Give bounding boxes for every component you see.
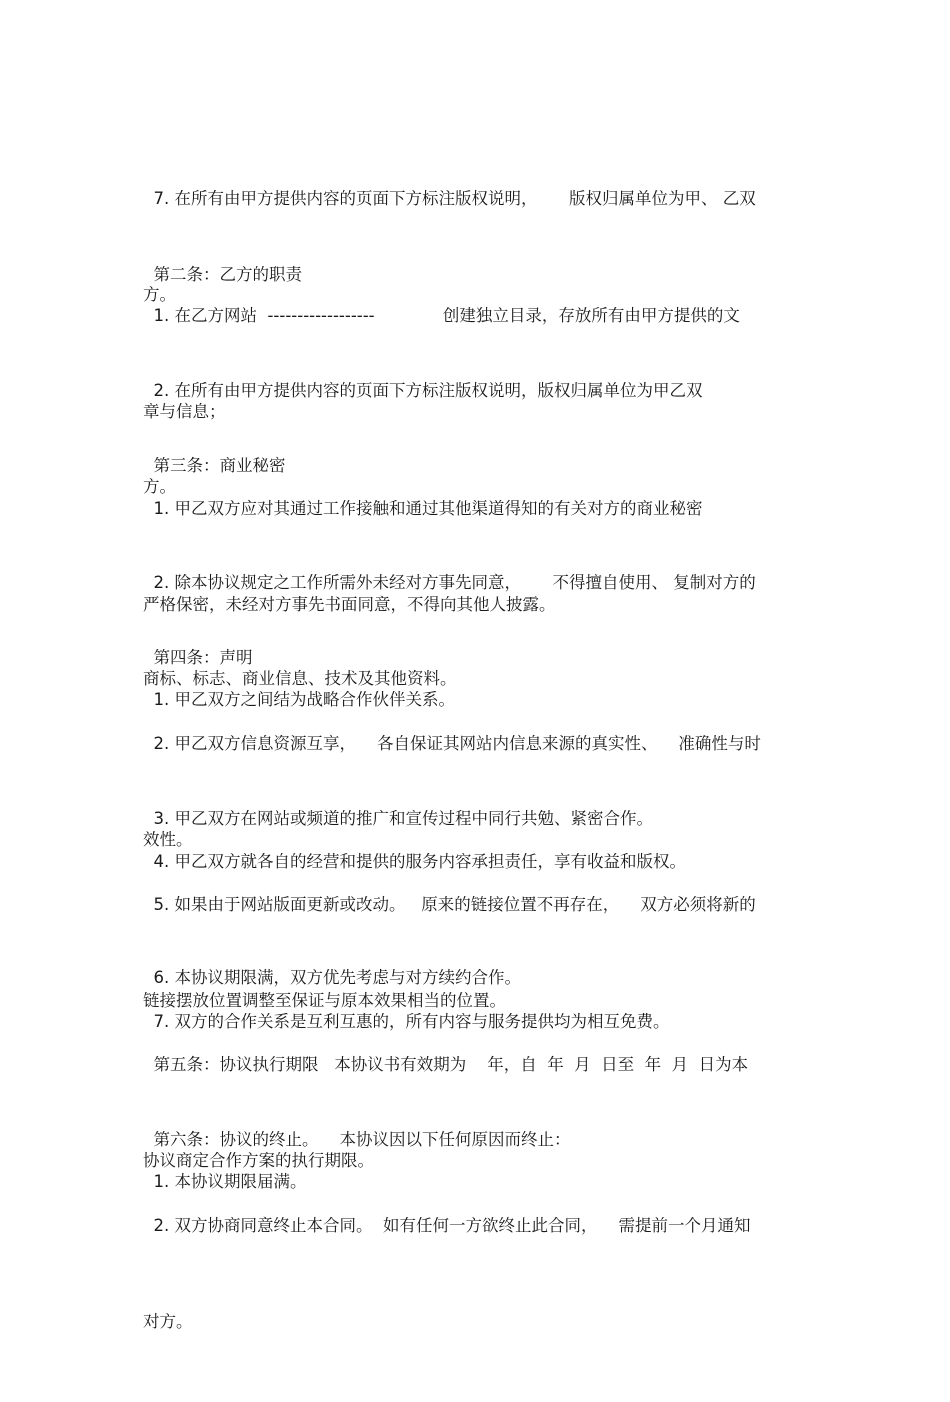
text-line: 第六条：协议的终止。 本协议因以下任何原因而终止： [143,1130,571,1149]
text-line: 方。 [143,285,176,304]
text-line: 6. 本协议期限满，双方优先考虑与对方续约合作。 [143,968,521,987]
text-line: 对方。 [143,1312,193,1331]
text-line: 链接摆放位置调整至保证与原本效果相当的位置。 [143,991,506,1010]
text-line: 第三条：商业秘密 [143,456,286,475]
text-line: 2. 甲乙双方信息资源互享， 各自保证其网站内信息来源的真实性、 准确性与时 [143,734,761,753]
text-line: 1. 在乙方网站 ------------------ 创建独立目录，存放所有由甲方提供的文 [143,306,740,325]
text-line: 2. 除本协议规定之工作所需外未经对方事先同意， 不得擅自使用、 复制对方的 [143,573,756,592]
text-line: 2. 在所有由甲方提供内容的页面下方标注版权说明，版权归属单位为甲乙双 [143,381,703,400]
text-line: 5. 如果由于网站版面更新或改动。 原来的链接位置不再存在， 双方必须将新的 [143,895,756,914]
text-line: 1. 本协议期限届满。 [143,1172,307,1191]
text-line: 严格保密，未经对方事先书面同意，不得向其他人披露。 [143,595,556,614]
text-line: 2. 双方协商同意终止本合同。 如有任何一方欲终止此合同， 需提前一个月通知 [143,1216,751,1235]
text-line: 第四条：声明 [143,648,253,667]
text-line: 协议商定合作方案的执行期限。 [143,1151,374,1170]
text-line: 第二条：乙方的职责 [143,265,302,284]
text-line: 1. 甲乙双方之间结为战略合作伙伴关系。 [143,690,455,709]
text-line: 章与信息； [143,402,226,421]
text-line: 效性。 [143,830,193,849]
text-line: 第五条：协议执行期限 本协议书有效期为 年，自 年 月 日至 年 月 日为本 [143,1055,749,1074]
text-line: 4. 甲乙双方就各自的经营和提供的服务内容承担责任，享有收益和版权。 [143,852,686,871]
text-line: 商标、标志、商业信息、技术及其他资料。 [143,669,457,688]
text-line: 1. 甲乙双方应对其通过工作接触和通过其他渠道得知的有关对方的商业秘密 [143,499,703,518]
text-line: 方。 [143,477,176,496]
text-line: 3. 甲乙双方在网站或频道的推广和宣传过程中同行共勉、紧密合作。 [143,809,653,828]
paragraph [143,1146,808,1402]
text-line: 7. 在所有由甲方提供内容的页面下方标注版权说明， 版权归属单位为甲、 乙双 [143,189,756,208]
text-line: 7. 双方的合作关系是互利互惠的，所有内容与服务提供均为相互免费。 [143,1012,670,1031]
